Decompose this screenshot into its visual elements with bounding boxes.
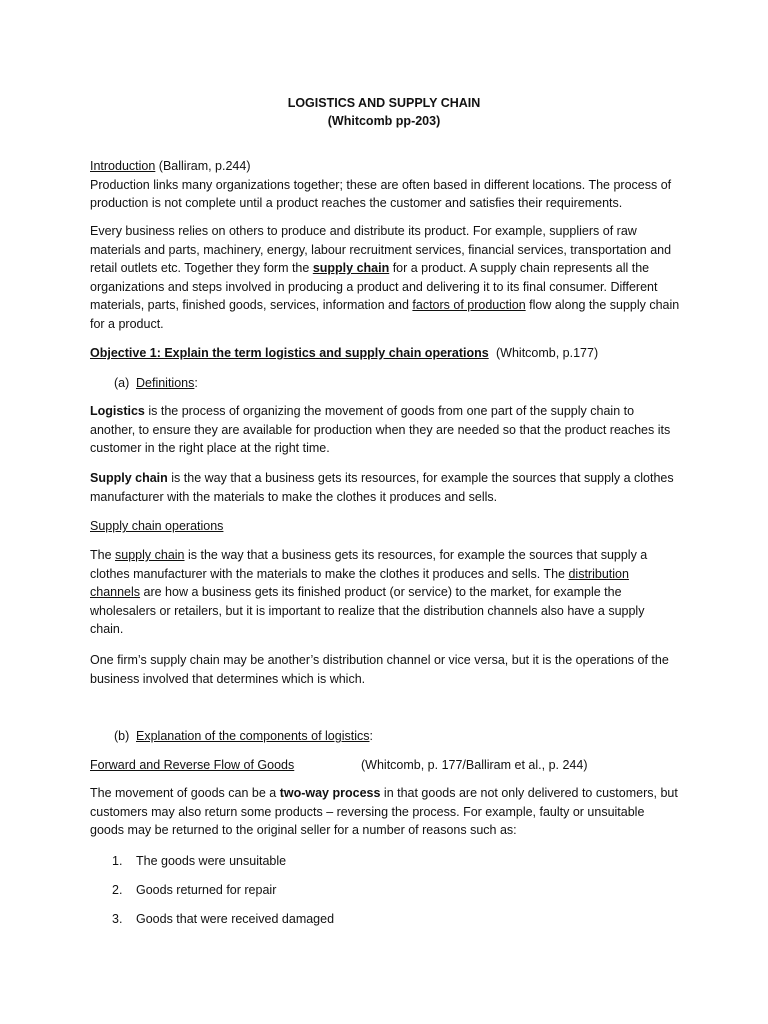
section-b-heading: [136, 727, 373, 746]
supply-chain-intro-paragraph: [90, 222, 680, 333]
para2-text-b: for a product. A supply chain represents all the organizations and steps involved in producing a product and delivering it to its final consumer. Different materials, parts, finished goods, services, information and: [90, 261, 658, 312]
section-a-marker: (a): [114, 376, 130, 390]
objective-1-text: Objective 1: Explain the term logistics and supply chain operations: [90, 346, 489, 360]
para2-text-c: flow along the supply chain for a product.: [90, 298, 680, 331]
logistics-def-text: is the process of organizing the movement of goods from one part of the supply chain to another, to ensure they are available for production when they are needed so that the product reaches its customer in the right place at the right time.: [90, 404, 671, 455]
list-item-number: 3.: [112, 912, 123, 926]
sco-text-c: are how a business gets its finished product (or service) to the market, for example the wholesalers or retailers, but it is important to realize that the distribution channels also have a supply chain.: [90, 585, 645, 636]
movement-text-a: The movement of goods can be a: [90, 786, 280, 800]
supply-chain-term: supply chain: [312, 261, 390, 275]
supply-chain-def-term: Supply chain: [90, 471, 168, 485]
para2-text-a: Every business relies on others to produce and distribute its product. For example, suppliers of raw materials and parts, machinery, energy, labour recruitment services, financial services, transportation and retail outlets etc. Together they form the: [90, 224, 672, 275]
section-a-heading: [136, 374, 198, 393]
two-way-process-term: two-way process: [279, 786, 381, 800]
list-item: Goods that were received damaged: [136, 912, 335, 926]
intro-paragraph: [90, 157, 680, 213]
intro-heading: Introduction: [90, 159, 156, 173]
logistics-definition: [90, 402, 680, 458]
logistics-term: Logistics: [90, 404, 145, 418]
supply-chain-operations-heading: [90, 517, 223, 536]
sco-heading-text: Supply chain operations: [90, 519, 224, 533]
list-item-number: 1.: [112, 854, 123, 868]
movement-text-b: in that goods are not only delivered to customers, but customers may also return some products – reversing the process. For example, faulty or unsuitable goods may be returned to the original seller for a number of reasons such as:: [90, 786, 678, 837]
supply-chain-def-text: is the way that a business gets its resources, for example the sources that supply a clothes manufacturer with the materials to make the clothes it produces and sells.: [90, 471, 674, 504]
section-b-label: Explanation of the components of logistics: [136, 729, 370, 743]
flow-ref: (Whitcomb, p. 177/Balliram et al., p. 244): [361, 758, 588, 772]
section-a-label: Definitions: [136, 376, 195, 390]
section-b-colon: :: [369, 729, 373, 743]
intro-ref: (Balliram, p.244): [155, 159, 251, 173]
distribution-channels-term: distribution channels: [90, 566, 629, 599]
flow-heading-text: Forward and Reverse Flow of Goods: [90, 758, 295, 772]
list-item: The goods were unsuitable: [136, 854, 287, 868]
factors-of-production-term: factors of production: [412, 298, 526, 312]
sco-text-a: The: [90, 548, 116, 562]
section-a-colon: :: [194, 376, 198, 390]
sco-text-b: is the way that a business gets its resources, for example the sources that supply a clothes manufacturer with the materials to make the clothes it produces and sells. The: [90, 548, 648, 581]
objective-1-heading: [90, 344, 489, 363]
supply-chain-definition: [90, 469, 680, 506]
supply-chain-operations-paragraph: [90, 546, 680, 639]
list-item-number: 2.: [112, 883, 123, 897]
objective-1-ref: (Whitcomb, p.177): [496, 346, 599, 360]
document-subtitle: (Whitcomb pp-203): [327, 114, 441, 128]
intro-text: Production links many organizations together; these are often based in different locations. The process of production is not complete until a product reaches the customer and satisfies their requirements.: [90, 177, 672, 210]
list-item: Goods returned for repair: [136, 883, 277, 897]
section-b-marker: (b): [114, 729, 130, 743]
movement-paragraph: [90, 784, 680, 840]
flow-heading: [90, 756, 294, 775]
document-title: LOGISTICS AND SUPPLY CHAIN: [287, 96, 481, 110]
sco-supply-chain-term: supply chain: [115, 548, 185, 562]
firm-supply-chain-paragraph: One firm’s supply chain may be another’s distribution channel or vice versa, but it is the operations of the business involved that determines which is which.: [90, 653, 669, 686]
